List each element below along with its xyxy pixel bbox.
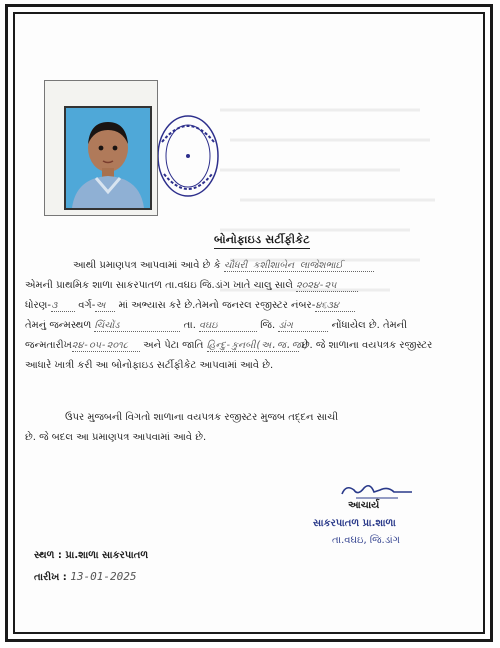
taluka-label: તા. xyxy=(183,320,196,331)
certificate-title: બોનોફાઇડ સર્ટીફીકેટ xyxy=(214,233,310,249)
line2-text: એમની પ્રાથમિક શાળા સાકરપાતળ તા.વઘઇ જિ.ડાંગ ખાતે ચાલુ સાલે xyxy=(25,280,293,291)
para2-line-2: છે. જે બદલ આ પ્રમાણપત્ર આપવામાં આવે છે. xyxy=(25,432,207,443)
date-of-birth: ૨૪-૦૫-૨૦૧૮ xyxy=(72,340,140,352)
register-number: ૪૬૩૪ xyxy=(315,300,355,312)
line-2 xyxy=(25,280,358,292)
line-4 xyxy=(25,320,407,332)
place-value: પ્રા.શાળા સાકરપાતળ xyxy=(65,550,149,561)
line-1 xyxy=(73,260,374,272)
line1-text: આથી પ્રમાણપત્ર આપવામાં આવે છે કે xyxy=(73,260,221,271)
school-address-stamp: તા.વઘઇ, જિ.ડાંગ xyxy=(332,535,400,546)
district-label: જિ. xyxy=(260,320,276,331)
place-label: સ્થળ : xyxy=(34,550,62,561)
caste-value: હિન્દુ-કુનબી(અ.જ.જા) xyxy=(206,340,310,351)
date-row xyxy=(34,570,137,583)
academic-year: ૨૦૨૪-૨૫ xyxy=(296,280,358,292)
date-label: તારીખ : xyxy=(34,572,67,583)
line4-end: નોંધાયેલ છે. તેમની xyxy=(331,320,407,331)
line-6: આધારે ખાત્રી કરી આ બોનોફાઇડ સર્ટીફીકેટ આપવામાં આવે છે. xyxy=(25,360,274,371)
std-label: ધોરણ- xyxy=(25,300,51,311)
district-value: ડાંગ xyxy=(278,320,328,332)
taluka-value: વઘઇ xyxy=(199,320,257,332)
div-label: વર્ગ- xyxy=(78,300,96,311)
standard-value: ૩ xyxy=(51,300,75,312)
student-photo xyxy=(64,106,152,210)
date-value: 13-01-2025 xyxy=(70,570,137,583)
division-value: અ xyxy=(95,300,115,312)
school-name-stamp: સાકરપાતળ પ્રા.શાળા xyxy=(313,518,396,529)
line-3 xyxy=(25,300,355,312)
birthplace-label: તેમનું જન્મસ્થળ xyxy=(25,320,92,331)
birthplace-value: ચિંચોંડ xyxy=(94,320,180,332)
student-name: ચૌધરી કશીશાબેન લાજેશભાઈ xyxy=(224,260,374,272)
line-5 xyxy=(25,340,432,352)
para2-line-1: ઉપર મુજબની વિગતો શાળાના વયપત્રક રજીસ્ટર મુજબ તદ્દન સાચી xyxy=(65,412,339,423)
place-row xyxy=(34,550,148,561)
caste-label: અને પેટા જાતિ xyxy=(143,340,204,351)
dob-label: જન્મતારીખ xyxy=(25,340,72,351)
school-seal-stamp xyxy=(158,112,224,200)
line5-end: છે. જે શાળાના વયપત્રક રજીસ્ટર xyxy=(301,340,433,351)
reg-label: માં અભ્યાસ કરે છે.તેમનો જનરલ રજીસ્ટર નંબર- xyxy=(118,300,316,311)
signatory-title: આચાર્ય xyxy=(348,500,380,511)
